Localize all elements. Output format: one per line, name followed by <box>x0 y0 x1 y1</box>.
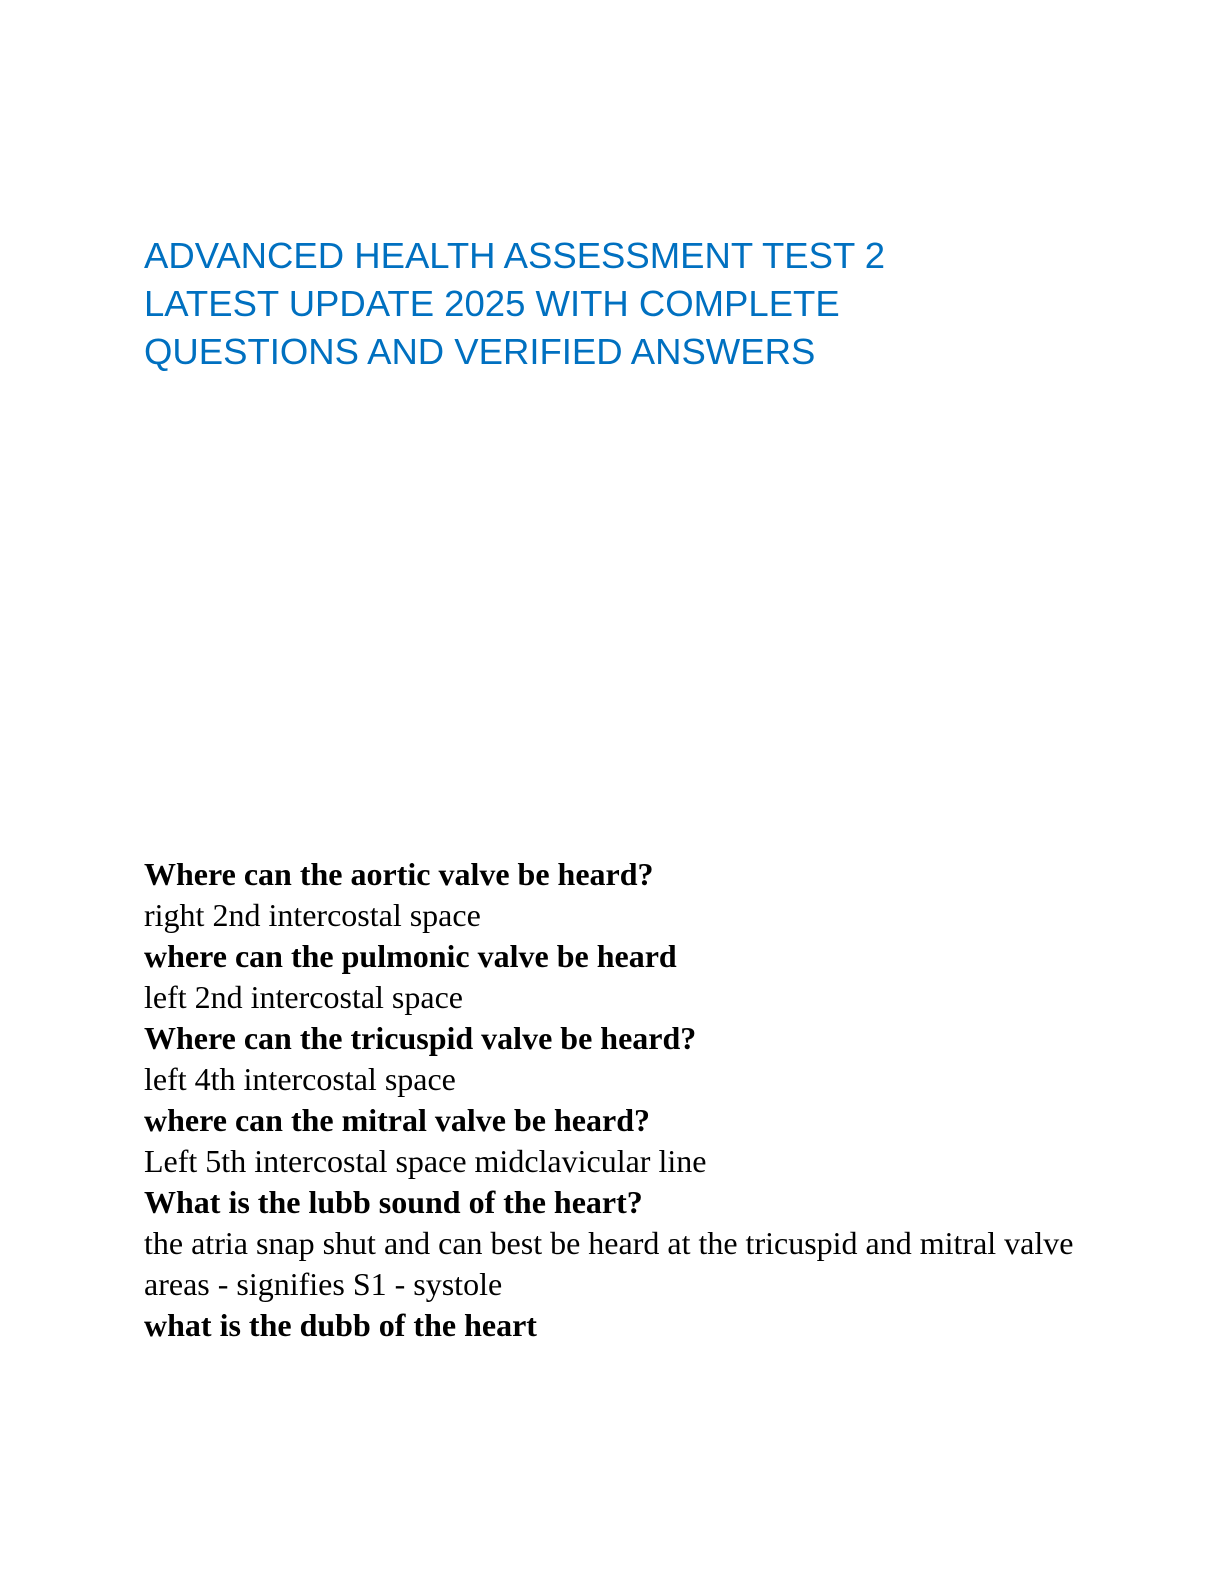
answer: Left 5th intercostal space midclavicular line <box>144 1143 707 1179</box>
answer: left 2nd intercostal space <box>144 979 463 1015</box>
question: what is the dubb of the heart <box>144 1307 537 1343</box>
question: Where can the aortic valve be heard? <box>144 856 654 892</box>
document-title <box>144 232 1104 376</box>
title-line: LATEST UPDATE 2025 WITH COMPLETE <box>144 283 840 324</box>
question: where can the pulmonic valve be heard <box>144 938 677 974</box>
question: What is the lubb sound of the heart? <box>144 1184 643 1220</box>
title-line: ADVANCED HEALTH ASSESSMENT TEST 2 <box>144 235 886 276</box>
title-line: QUESTIONS AND VERIFIED ANSWERS <box>144 331 816 372</box>
question: Where can the tricuspid valve be heard? <box>144 1020 697 1056</box>
answer: left 4th intercostal space <box>144 1061 456 1097</box>
answer: the atria snap shut and can best be heard at the tricuspid and mitral valve areas - signifies S1 - systole <box>144 1225 1074 1302</box>
question: where can the mitral valve be heard? <box>144 1102 650 1138</box>
question-answer-list <box>144 854 1084 1346</box>
answer: right 2nd intercostal space <box>144 897 481 933</box>
